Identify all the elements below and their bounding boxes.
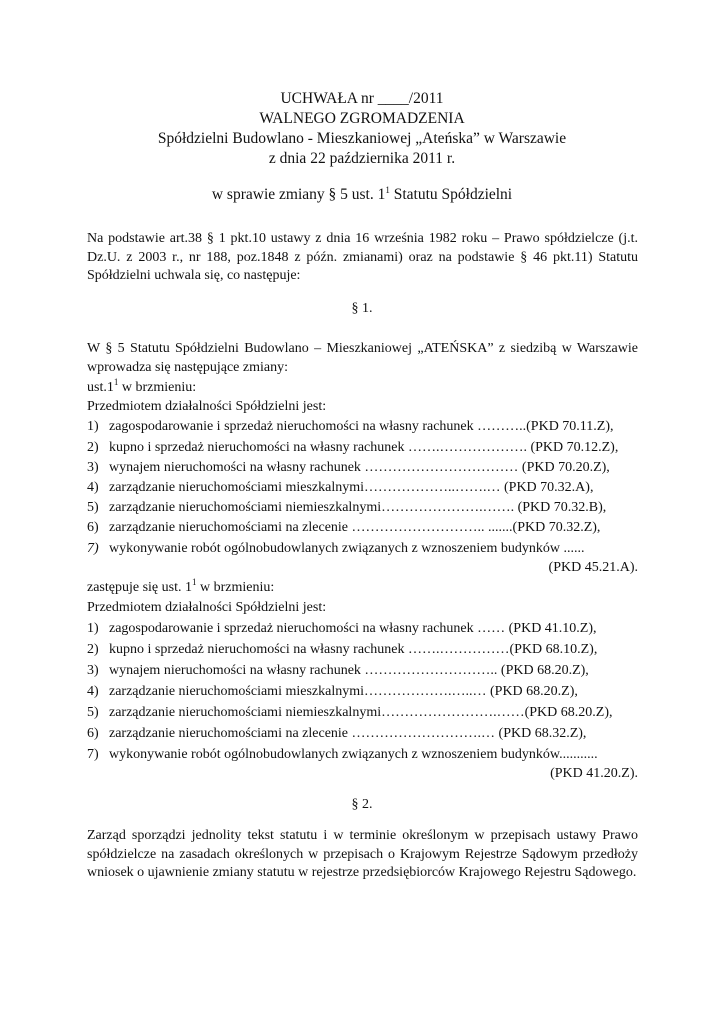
- old-last-pkd: (PKD 45.21.A).: [548, 560, 638, 575]
- old-list-item: 6) zarządzanie nieruchomościami na zleceniе ……………………….. .......(PKD 70.32.Z),: [87, 520, 601, 535]
- new-list-item: 2) kupno i sprzedaż nieruchomości na własny rachunek …….……………(PKD 68.10.Z),: [87, 642, 598, 657]
- new-subject-line: Przedmiotem działalności Spółdzielni jest:: [87, 600, 327, 615]
- new-list-item: 1) zagospodarowanie i sprzedaż nieruchomości na własny rachunek …… (PKD 41.10.Z),: [87, 621, 597, 636]
- resolution-title: UCHWAŁA nr ____/2011: [280, 90, 444, 107]
- resolution-date: z dnia 22 października 2011 r.: [268, 150, 456, 167]
- old-list-item: 4) zarządzanie nieruchomościami mieszkalnymi………………..…….… (PKD 70.32.A),: [87, 480, 594, 495]
- cooperative-name: Spółdzielni Budowlano - Mieszkaniowej „Ateńska” w Warszawie: [157, 130, 567, 147]
- new-list-item: 4) zarządzanie nieruchomościami mieszkalnymi……………….…..… (PKD 68.20.Z),: [87, 684, 578, 699]
- old-list-item: 1) zagospodarowanie i sprzedaż nieruchomości na własny rachunek ………..(PKD 70.11.Z),: [87, 419, 614, 434]
- section-2-text: Zarząd sporządzi jednolity tekst statutu i w terminie określonym w przepisach ustawy Prawo spółdzielcze na zasadach określonych w przepisach o Krajowym Rejestrze Sądowym przedłoży wniosek o ujawnienie zmiany statutu w rejestrze przedsiębiorców Krajowego Rejestru Sądowego.: [87, 828, 638, 880]
- assembly-title: WALNEGO ZGROMADZENIA: [259, 110, 465, 127]
- old-list-item: 3) wynajem nieruchomości na własny rachunek …………………………… (PKD 70.20.Z),: [87, 460, 610, 475]
- old-list-item: 2) kupno i sprzedaż nieruchomości na własny rachunek …….………………. (PKD 70.12.Z),: [87, 440, 619, 455]
- new-list-item: 7) wykonywanie robót ogólnobudowlanych związanych z wznoszeniem budynków...........: [87, 747, 598, 762]
- resolution-subject: w sprawie zmiany § 5 ust. $1^1$ Statutu Spółdzielni: [211, 185, 513, 203]
- preamble: Na podstawie art.38 § 1 pkt.10 ustawy z dnia 16 września 1982 roku – Prawo spółdzielcze (j.t. Dz.U. z 2003 r., nr 188, poz.1848 z późn. zmianami) oraz na podstawie § 46 pkt.11) Statutu Spółdzielni uchwala się, co następuje:: [87, 231, 638, 283]
- section-1-title: § 1.: [351, 301, 373, 316]
- new-list-item: 5) zarządzanie nieruchomościami niemieszkalnymi…………………….……(PKD 68.20.Z),: [87, 705, 613, 720]
- old-list-item: 5) zarządzanie nieruchomościami niemieszkalnymi………………….……. (PKD 70.32.B),: [87, 500, 607, 515]
- new-wording-label: zastępuje się ust. $1^1$ w brzmieniu:: [87, 577, 275, 595]
- new-list-item: 3) wynajem nieruchomości na własny rachunek ……………………….. (PKD 68.20.Z),: [87, 663, 589, 678]
- old-wording-label: $ust.1^1$ w brzmieniu:: [87, 377, 197, 395]
- section-2-title: § 2.: [351, 797, 373, 812]
- new-list-item: 6) zarządzanie nieruchomościami na zlecenie ……………………….… (PKD 68.32.Z),: [87, 726, 587, 741]
- old-subject-line: Przedmiotem działalności Spółdzielni jest:: [87, 399, 327, 414]
- section-1-intro: W § 5 Statutu Spółdzielni Budowlano – Mieszkaniowej „ATEŃSKA” z siedzibą w Warszawie wprowadza się następujące zmiany:: [87, 341, 638, 375]
- new-last-pkd: (PKD 41.20.Z).: [550, 766, 638, 781]
- old-list-item: 7) wykonywanie robót ogólnobudowlanych związanych z wznoszeniem budynków ......: [87, 541, 585, 556]
